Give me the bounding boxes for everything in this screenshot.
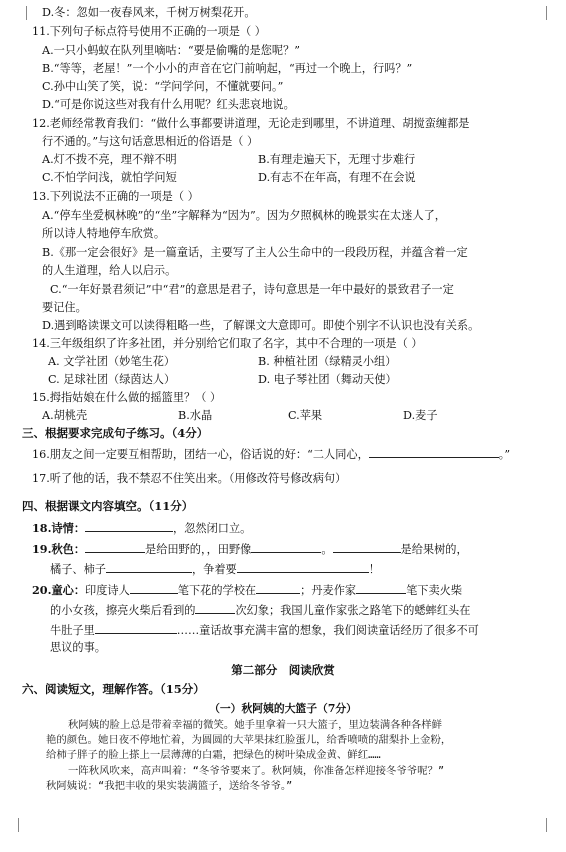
q18-text: ，忽然闭口立。 (173, 522, 252, 535)
corner-mark-bottom-left (18, 818, 19, 832)
part-2-title: 第二部分 阅读欣赏 (231, 663, 335, 677)
q11-option-b: B.“等等，老屋！”一个小小的声音在它门前响起，“再过一个晚上，行吗？” (42, 62, 413, 75)
q19-label: 19.秋色： (32, 542, 86, 556)
q15-option-b: B.水晶 (178, 409, 213, 422)
q20-blank-1[interactable] (130, 582, 178, 594)
q12-option-a: A.灯不拨不亮，理不辩不明 (42, 153, 177, 166)
corner-mark-top-left (26, 6, 27, 20)
q20-blank-3[interactable] (356, 582, 406, 594)
q19-l2a: 橘子、柿子 (50, 563, 106, 576)
q19-t4: 是给果树的， (400, 543, 468, 556)
passage-line-1: 秋阿姨的脸上总是带着幸福的微笑。她手里拿着一只大篮子，里边装满各种各样鲜 (68, 719, 443, 731)
q17: 17.听了他的话，我不禁忍不住笑出来。（用修改符号修改病句） (32, 472, 347, 485)
q10-option-d: D.冬：忽如一夜春风来，千树万树梨花开。 (42, 6, 256, 19)
q20-t1: 印度诗人 (85, 584, 130, 597)
q20-line2 (50, 602, 546, 618)
q20-label: 20.童心： (32, 583, 86, 597)
q20-l3a: 牛肚子里 (50, 624, 95, 637)
q13-option-a-line2: 所以诗人特地停车欣赏。 (42, 227, 166, 240)
q14-option-c: C. 足球社团（绿茵达人） (48, 373, 176, 386)
q12-option-c: C.不怕学问浅，就怕学问短 (42, 171, 177, 184)
q14-stem: 14.三年级组织了许多社团，并分别给它们取了名字，其中不合理的一项是（ ） (32, 337, 423, 350)
q20-line3 (50, 622, 546, 638)
q19-blank-1[interactable] (85, 541, 145, 553)
q19-blank-2[interactable] (251, 541, 321, 553)
q20-blank-2[interactable] (256, 582, 300, 594)
section-4-title: 四、根据课文内容填空。（11分） (22, 499, 194, 513)
q15-stem: 15.拇指姑娘在什么做的摇篮里？（ ） (32, 391, 222, 404)
passage-line-4: 一阵秋风吹来，高声叫着：“冬爷爷要来了。秋阿姨，你准备怎样迎接冬爷爷呢？” (68, 765, 445, 777)
q18 (32, 520, 546, 536)
q20-l3b: ……童话故事充满丰富的想象，我们阅读童话经历了很多不可 (176, 624, 479, 637)
q16-text: 16.朋友之间一定要互相帮助，团结一心，俗话说的好：“二人同心， (32, 448, 369, 461)
q20-blank-5[interactable] (95, 622, 177, 634)
q11-stem: 11.下列句子标点符号使用不正确的一项是（ ） (32, 25, 266, 38)
q18-label: 18.诗情： (32, 521, 86, 535)
q20-l2a: 的小女孩，擦亮火柴后看到的 (50, 604, 196, 617)
q14-option-d: D. 电子琴社团（舞动天使） (258, 373, 397, 386)
q12-stem-line1: 12.老师经常教育我们：“做什么事都要讲道理，无论走到哪里，不讲道理、胡搅蛮缠都是 (32, 117, 470, 130)
q13-stem: 13.下列说法不正确的一项是（ ） (32, 190, 199, 203)
corner-mark-top-right (546, 6, 547, 20)
q19-line1 (32, 541, 546, 557)
q13-option-a-line1: A.“停车坐爱枫林晚”的“坐”字解释为“因为”。因为夕照枫林的晚景实在太迷人了， (42, 209, 446, 222)
q20-l2b: 次幻象；我国儿童作家张之路笔下的蟋蟀红头在 (235, 604, 471, 617)
q11-option-d: D.“可是你说这些对我有什么用呢？红头悲哀地说。 (42, 98, 295, 111)
passage-1-title: （一）秋阿姨的大篮子（7分） (209, 702, 357, 715)
q11-option-a: A.一只小蚂蚁在队列里嘀咕：“要是偷嘴的是您呢？” (42, 44, 301, 57)
q19-t2: ，田野像 (206, 543, 252, 556)
q16-end: 。” (498, 448, 511, 461)
q19-t1: 是给田野的， (145, 543, 207, 556)
corner-mark-bottom-right (546, 818, 547, 832)
q19-t3: 。 (321, 543, 333, 556)
q13-option-d: D.遇到略读课文可以读得粗略一些，了解课文大意即可。即使个别字不认识也没有关系。 (42, 319, 480, 332)
passage-line-5: 秋阿姨说：“我把丰收的果实装满篮子，送给冬爷爷。” (46, 780, 293, 792)
q13-option-c-line2: 要记住。 (42, 301, 87, 314)
q20-blank-4[interactable] (195, 602, 235, 614)
section-6-title: 六、阅读短文，理解作答。（15分） (22, 682, 205, 696)
q14-option-b: B. 种植社团（绿精灵小组） (258, 355, 397, 368)
q19-blank-5[interactable] (237, 561, 369, 573)
q20-t2: 笔下花的学校在 (177, 584, 257, 597)
section-3-title: 三、根据要求完成句子练习。（4分） (22, 426, 209, 440)
q14-option-a: A. 文学社团（妙笔生花） (48, 355, 176, 368)
q20-t3: ；丹麦作家 (300, 584, 357, 597)
q20-line4: 思议的事。 (50, 641, 106, 654)
passage-line-2: 艳的颜色。她日夜不停地忙着，为圆圆的大苹果抹红脸蛋儿，给香喷喷的甜梨扑上金粉， (46, 734, 452, 746)
q19-blank-3[interactable] (333, 541, 401, 553)
passage-line-3: 给柿子胖子的脸上搽上一层薄薄的白霜，把绿色的树叶染成金黄、鲜红…… (46, 749, 381, 761)
q15-option-a: A.胡桃壳 (42, 409, 88, 422)
q15-option-d: D.麦子 (403, 409, 438, 422)
q20-line1 (32, 582, 546, 598)
q13-option-b-line1: B.《那一定会很好》是一篇童话，主要写了主人公生命中的一段段历程，并蕴含着一定 (42, 246, 468, 259)
q11-option-c: C.孙中山笑了笑，说：“学问学问，不懂就要问。” (42, 80, 284, 93)
q12-option-d: D.有志不在年高，有理不在会说 (258, 171, 416, 184)
q18-blank[interactable] (85, 520, 173, 532)
q19-l2c: ！ (368, 563, 380, 576)
q20-t4: 笔下卖火柴 (406, 584, 463, 597)
q19-l2b: ，争着要 (191, 563, 237, 576)
q12-option-b: B.有理走遍天下，无理寸步难行 (258, 153, 416, 166)
q15-option-c: C.苹果 (288, 409, 323, 422)
q16 (32, 446, 546, 462)
q16-answer-blank[interactable] (369, 446, 499, 458)
q19-blank-4[interactable] (106, 561, 192, 573)
q13-option-c-line1: C.“一年好景君须记”中“君”的意思是君子，诗句意思是一年中最好的景致君子一定 (50, 283, 454, 296)
q12-stem-line2: 行不通的。”与这句话意思相近的俗语是（ ） (42, 135, 259, 148)
q19-line2 (50, 561, 546, 577)
q13-option-b-line2: 的人生道理，给人以启示。 (42, 264, 177, 277)
